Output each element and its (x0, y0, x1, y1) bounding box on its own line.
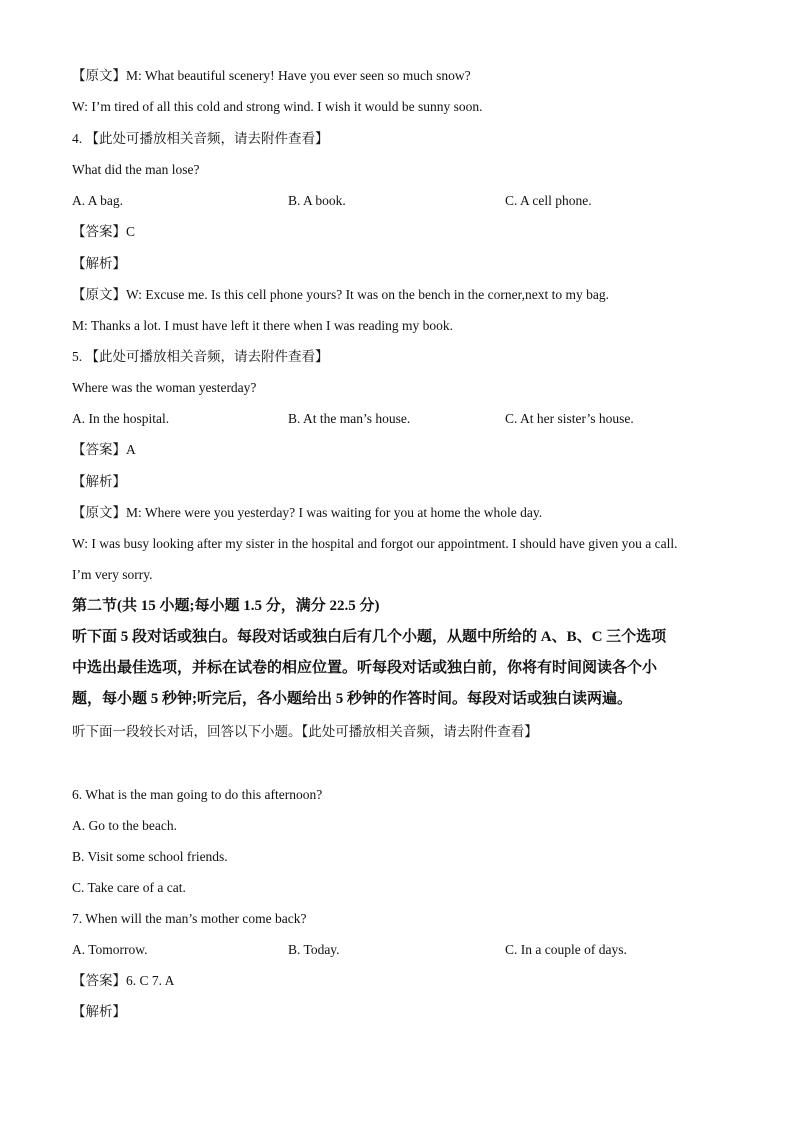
q7-question: 7. When will the man’s mother come back? (72, 911, 307, 926)
q4-option-c: C. A cell phone. (505, 193, 592, 208)
section2-note: 听下面一段较长对话，回答以下小题。【此处可播放相关音频，请去附件查看】 (72, 724, 538, 739)
q5-question: Where was the woman yesterday? (72, 380, 257, 395)
q3-transcript-line-1: 【原文】M: What beautiful scenery! Have you ever seen so much snow? (72, 68, 471, 83)
section2-instructions-3: 题，每小题 5 秒钟;听完后，各小题给出 5 秒钟的作答时间。每段对话或独白读两遍。 (72, 691, 632, 707)
q5-transcript-line-3: I’m very sorry. (72, 567, 153, 582)
q6-option-b: B. Visit some school friends. (72, 849, 228, 864)
q7-option-c: C. In a couple of days. (505, 942, 627, 957)
q5-option-a: A. In the hospital. (72, 411, 170, 426)
q5-answer: 【答案】A (72, 442, 136, 457)
section2-instructions-2: 中选出最佳选项，并标在试卷的相应位置。听每段对话或独白前，你将有时间阅读各个小 (72, 660, 658, 676)
q5-transcript-line-2: W: I was busy looking after my sister in the hospital and forgot our appointment. I should have given you a call. (72, 536, 678, 551)
q5-transcript-line-1: 【原文】M: Where were you yesterday? I was waiting for you at home the whole day. (72, 505, 543, 520)
q4-analysis-label: 【解析】 (72, 256, 126, 271)
q6-option-a: A. Go to the beach. (72, 818, 177, 833)
q7-option-a: A. Tomorrow. (72, 942, 148, 957)
q4-option-a: A. A bag. (72, 193, 124, 208)
q4-option-b: B. A book. (288, 193, 346, 208)
section2-instructions-1: 听下面 5 段对话或独白。每段对话或独白后有几个小题，从题中所给的 A、B、C 三个选项 (72, 629, 667, 645)
q6-question: 6. What is the man going to do this afternoon? (72, 787, 323, 802)
q4-transcript-line-1: 【原文】W: Excuse me. Is this cell phone yours? It was on the bench in the corner,next to my bag. (72, 287, 609, 302)
q7-option-b: B. Today. (288, 942, 340, 957)
q5-analysis-label: 【解析】 (72, 474, 126, 489)
q5-option-c: C. At her sister’s house. (505, 411, 634, 426)
q4-question: What did the man lose? (72, 162, 200, 177)
q67-answer: 【答案】6. C 7. A (72, 973, 175, 988)
q4-answer: 【答案】C (72, 224, 136, 239)
q67-analysis-label: 【解析】 (72, 1004, 126, 1019)
q5-header: 5. 【此处可播放相关音频，请去附件查看】 (72, 349, 329, 364)
section2-title: 第二节(共 15 小题;每小题 1.5 分，满分 22.5 分) (72, 598, 380, 614)
q4-transcript-line-2: M: Thanks a lot. I must have left it there when I was reading my book. (72, 318, 454, 333)
q5-option-b: B. At the man’s house. (288, 411, 411, 426)
q4-header: 4. 【此处可播放相关音频，请去附件查看】 (72, 131, 329, 146)
q3-transcript-line-2: W: I’m tired of all this cold and strong wind. I wish it would be sunny soon. (72, 99, 483, 114)
q6-option-c: C. Take care of a cat. (72, 880, 186, 895)
